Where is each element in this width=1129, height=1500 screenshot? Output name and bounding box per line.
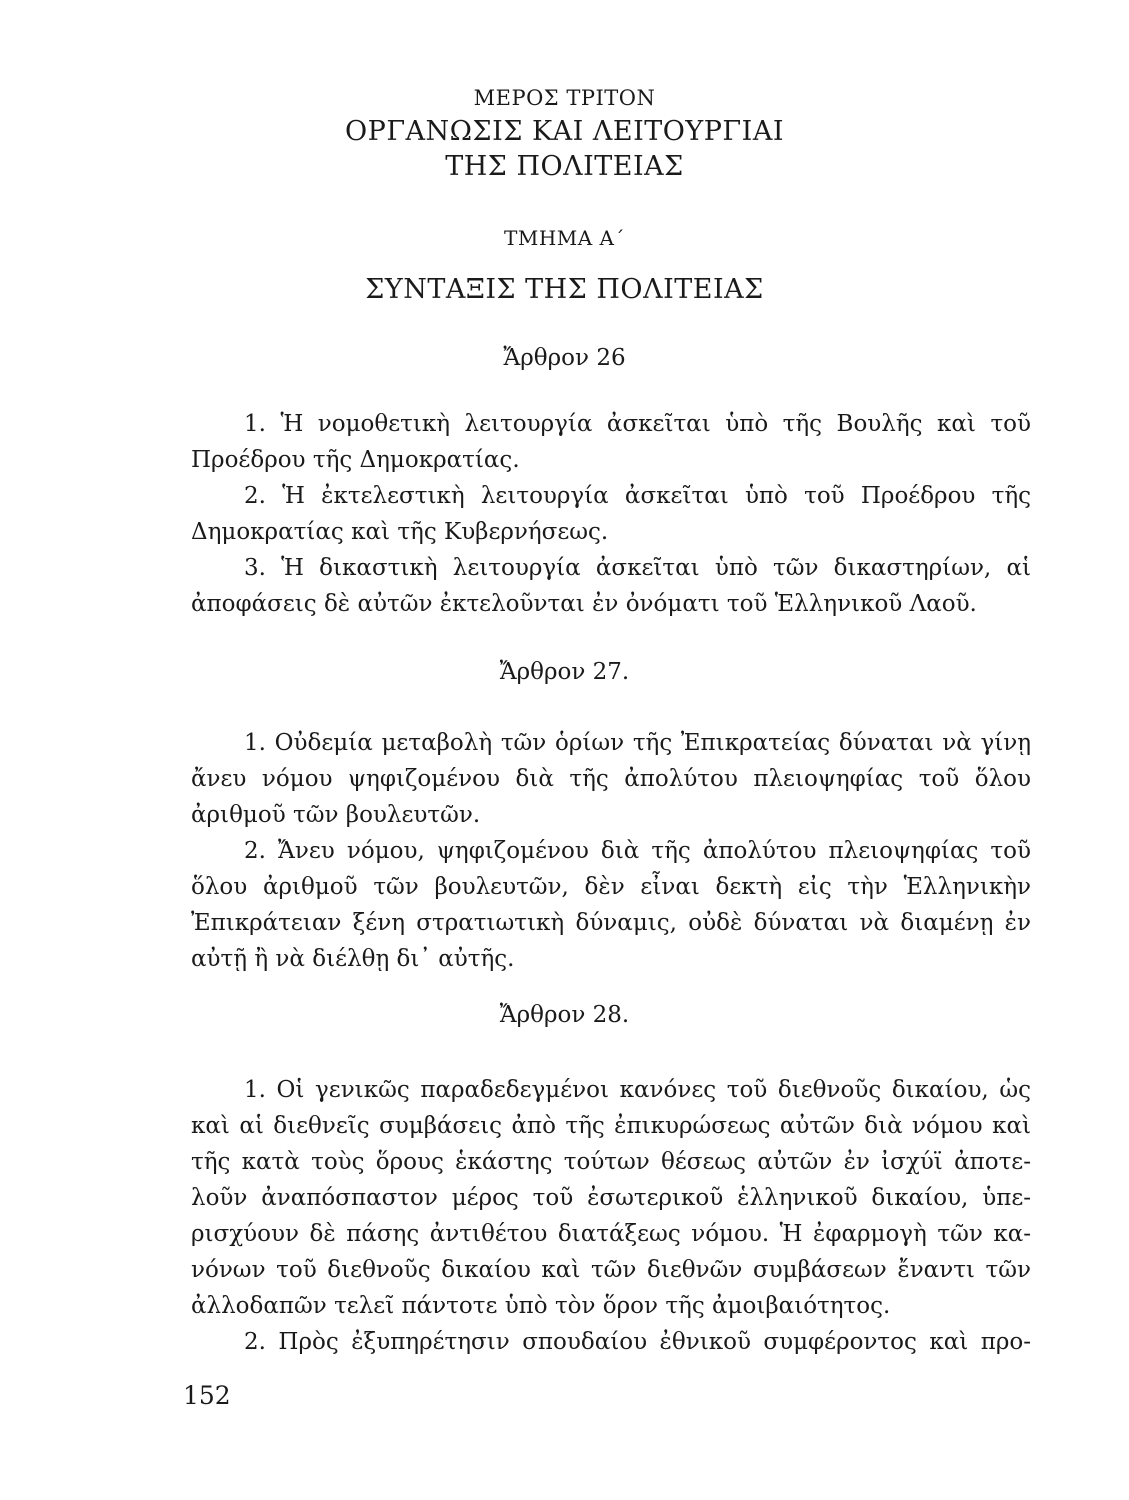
article-26-line: ἀποφάσεις δὲ αὐτῶν ἐκτελοῦνται ἐν ὀνόματι τοῦ Ἑλληνικοῦ Λαοῦ. xyxy=(191,591,977,617)
page-number: 152 xyxy=(183,1381,231,1410)
article-27-line: ἀριθμοῦ τῶν βουλευτῶν. xyxy=(191,802,481,828)
article-27-line: αὐτῇ ἢ νὰ διέλθῃ δι᾽ αὐτῆς. xyxy=(191,946,515,972)
article-26-line: 1. Ἡ νομοθετικὴ λειτουργία ἀσκεῖται ὑπὸ τῆς Βουλῆς καὶ τοῦ xyxy=(244,411,1031,437)
article-26-line: Προέδρου τῆς Δημοκρατίας. xyxy=(191,447,520,473)
article-27-heading: Ἄρθρον 27. xyxy=(499,659,630,685)
article-28-line: καὶ αἱ διεθνεῖς συμβάσεις ἀπὸ τῆς ἐπικυρώσεως αὐτῶν διὰ νόμου καὶ xyxy=(191,1113,1031,1139)
part-title-line-1: ΟΡΓΑΝΩΣΙΣ ΚΑΙ ΛΕΙΤΟΥΡΓΙΑΙ xyxy=(345,116,784,147)
article-27-line: 2. Ἄνευ νόμου, ψηφιζομένου διὰ τῆς ἀπολύτου πλειοψηφίας τοῦ xyxy=(244,838,1031,864)
section-title: ΣΥΝΤΑΞΙΣ ΤΗΣ ΠΟΛΙΤΕΙΑΣ xyxy=(365,274,764,305)
article-27-line: ὅλου ἀριθμοῦ τῶν βουλευτῶν, δὲν εἶναι δεκτὴ εἰς τὴν Ἑλληνικὴν xyxy=(191,874,1031,900)
article-26-line: Δημοκρατίας καὶ τῆς Κυβερνήσεως. xyxy=(191,519,609,545)
part-title-line-2: ΤΗΣ ΠΟΛΙΤΕΙΑΣ xyxy=(445,151,684,182)
article-28-line: 1. Οἱ γενικῶς παραδεδεγμένοι κανόνες τοῦ διεθνοῦς δικαίου, ὡς xyxy=(244,1077,1031,1103)
article-28-line: ἀλλοδαπῶν τελεῖ πάντοτε ὑπὸ τὸν ὅρον τῆς ἀμοιβαιότητος. xyxy=(191,1293,891,1319)
article-26-line: 3. Ἡ δικαστικὴ λειτουργία ἀσκεῖται ὑπὸ τῶν δικαστηρίων, αἱ xyxy=(244,555,1031,581)
article-27-line: Ἐπικράτειαν ξένη στρατιωτικὴ δύναμις, οὐδὲ δύναται νὰ διαμένῃ ἐν xyxy=(191,910,1031,936)
section-label: ΤΜΗΜΑ Α΄ xyxy=(504,226,625,250)
article-26-heading: Ἄρθρον 26 xyxy=(503,345,626,371)
article-26-line: 2. Ἡ ἐκτελεστικὴ λειτουργία ἀσκεῖται ὑπὸ τοῦ Προέδρου τῆς xyxy=(244,483,1031,509)
article-28-body xyxy=(191,1072,1031,1360)
article-28-line: λοῦν ἀναπόσπαστον μέρος τοῦ ἐσωτερικοῦ ἑλληνικοῦ δικαίου, ὑπε- xyxy=(191,1185,1031,1211)
article-27-line: 1. Οὐδεμία μεταβολὴ τῶν ὁρίων τῆς Ἐπικρατείας δύναται νὰ γίνῃ xyxy=(244,730,1031,756)
article-26-body xyxy=(191,406,1031,622)
article-28-heading: Ἄρθρον 28. xyxy=(499,1002,630,1028)
article-28-line: νόνων τοῦ διεθνοῦς δικαίου καὶ τῶν διεθνῶν συμβάσεων ἔναντι τῶν xyxy=(191,1257,1031,1283)
article-27-body xyxy=(191,725,1031,977)
article-27-line: ἄνευ νόμου ψηφιζομένου διὰ τῆς ἀπολύτου πλειοψηφίας τοῦ ὅλου xyxy=(191,766,1031,792)
article-28-line: ρισχύουν δὲ πάσης ἀντιθέτου διατάξεως νόμου. Ἡ ἐφαρμογὴ τῶν κα- xyxy=(191,1221,1031,1247)
part-label: ΜΕΡΟΣ ΤΡΙΤΟΝ xyxy=(473,86,656,110)
article-28-line: 2. Πρὸς ἐξυπηρέτησιν σπουδαίου ἐθνικοῦ συμφέροντος καὶ προ- xyxy=(244,1329,1031,1355)
article-28-line: τῆς κατὰ τοὺς ὅρους ἑκάστης τούτων θέσεως αὐτῶν ἐν ἰσχύϊ ἀποτε- xyxy=(191,1149,1031,1175)
